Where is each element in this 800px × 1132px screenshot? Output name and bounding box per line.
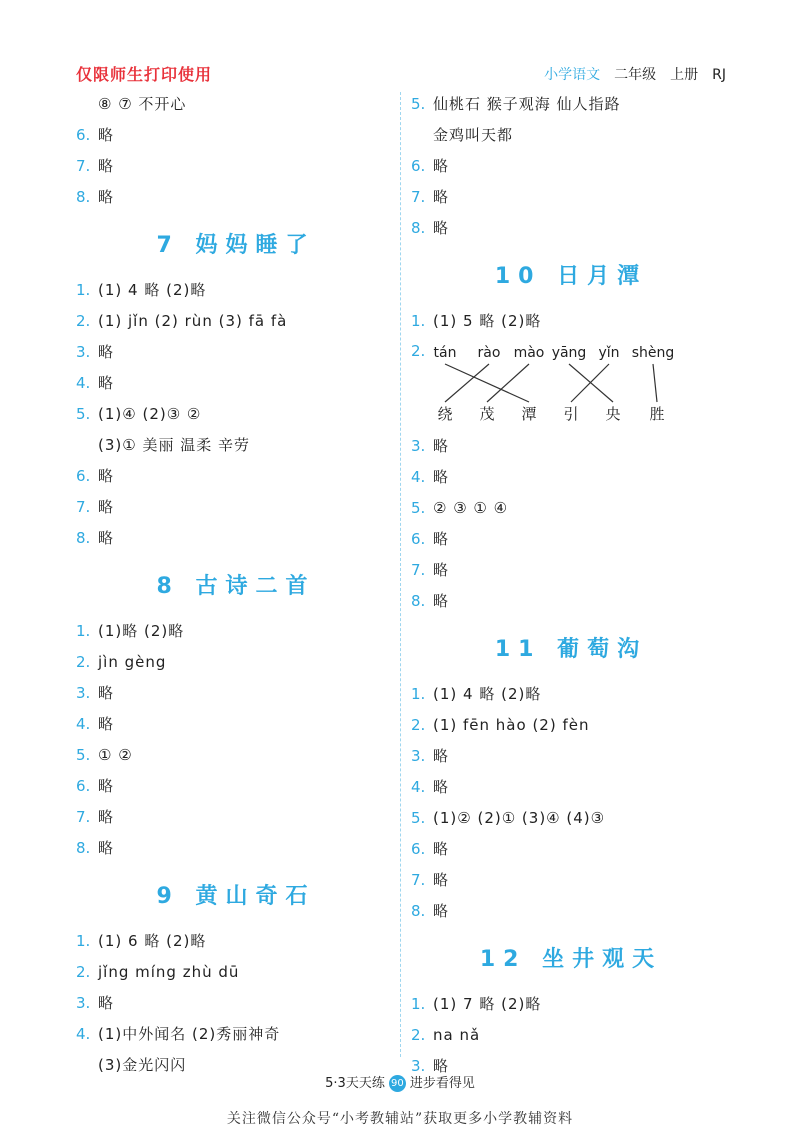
- answer-text: 略: [98, 498, 115, 516]
- page-number: 90: [389, 1075, 406, 1092]
- answer-text: (1) 4 略 (2)略: [98, 281, 207, 299]
- answer-row: [76, 491, 396, 522]
- answer-row: [411, 554, 731, 585]
- column-divider: [400, 92, 401, 1057]
- answer-row: [76, 956, 396, 987]
- answer-row: [411, 119, 731, 150]
- answer-number: 4.: [76, 1024, 91, 1043]
- match-line: [569, 364, 613, 402]
- answer-text: (1)中外闻名 (2)秀丽神奇: [98, 1025, 281, 1043]
- pinyin-option: shèng: [631, 345, 675, 361]
- edition-label: RJ: [712, 67, 726, 83]
- answer-text: 略: [433, 592, 450, 610]
- answer-row: [411, 585, 731, 616]
- answer-text: (1)④ (2)③ ②: [98, 404, 202, 423]
- answer-number: 3.: [411, 436, 426, 455]
- answer-text: (1)② (2)① (3)④ (4)③: [433, 808, 606, 827]
- answer-row: [76, 181, 396, 212]
- answer-text: 略: [433, 1057, 450, 1075]
- character-option: 茂: [479, 405, 495, 423]
- answer-row: [76, 150, 396, 181]
- answer-row: [76, 1018, 396, 1049]
- watermark-text: 关注微信公众号“小考教辅站”获取更多小学教辅资料: [226, 1111, 574, 1127]
- answer-number: 3.: [76, 993, 91, 1012]
- slogan-label: 进步看得见: [409, 1076, 475, 1091]
- answer-text: 金鸡叫天都: [433, 126, 514, 144]
- answer-row: [411, 1019, 731, 1050]
- answer-text: 略: [433, 561, 450, 579]
- answer-row: [76, 832, 396, 863]
- answer-row: [76, 274, 396, 305]
- answer-number: 3.: [411, 1056, 426, 1075]
- answer-group: [411, 305, 731, 336]
- answer-row: [411, 864, 731, 895]
- answer-text: 略: [433, 747, 450, 765]
- answer-number: 1.: [411, 311, 426, 330]
- answer-text: 仙桃石 猴子观海 仙人指路: [433, 95, 621, 113]
- answer-number: 3.: [76, 683, 91, 702]
- character-option: 潭: [521, 405, 537, 423]
- answer-row: [76, 429, 396, 460]
- book-info: [544, 64, 726, 84]
- answer-row: [411, 88, 731, 119]
- answer-row: [411, 212, 731, 243]
- answer-text: (1) 4 略 (2)略: [433, 685, 542, 703]
- match-line: [445, 364, 489, 402]
- answer-text: 略: [98, 808, 115, 826]
- answer-number: 7.: [411, 870, 426, 889]
- answer-row: [411, 678, 731, 709]
- left-column: [76, 88, 396, 1080]
- answer-text: 略: [98, 188, 115, 206]
- answer-text: (3)① 美丽 温柔 辛劳: [98, 436, 250, 454]
- answer-number: 6.: [411, 529, 426, 548]
- answer-text: 略: [433, 157, 450, 175]
- match-line: [653, 364, 657, 402]
- answer-number: 8.: [411, 218, 426, 237]
- answer-number: 5.: [76, 745, 91, 764]
- answer-text: 略: [433, 902, 450, 920]
- answer-row: [76, 398, 396, 429]
- answer-group: [411, 430, 731, 616]
- pinyin-option: mào: [513, 345, 545, 361]
- answer-row: [76, 88, 396, 119]
- answer-row: [411, 492, 731, 523]
- answer-number: 5.: [411, 498, 426, 517]
- answer-group: [76, 925, 396, 1080]
- answer-text: jìn gèng: [98, 652, 167, 671]
- answer-row: [76, 367, 396, 398]
- answer-number: 5.: [76, 404, 91, 423]
- answer-number: 8.: [76, 187, 91, 206]
- answer-text: (1) 6 略 (2)略: [98, 932, 207, 950]
- answer-text: (1) 7 略 (2)略: [433, 995, 542, 1013]
- answer-group: [76, 615, 396, 863]
- term-label: 上册: [670, 67, 699, 83]
- answer-row: [411, 150, 731, 181]
- answer-number: 1.: [411, 684, 426, 703]
- answer-text: 略: [98, 684, 115, 702]
- answer-row: [76, 677, 396, 708]
- answer-row: [411, 988, 731, 1019]
- answer-number: 2.: [411, 1025, 426, 1044]
- answer-group: [76, 274, 396, 553]
- answer-number: 2.: [76, 962, 91, 981]
- answer-number: 4.: [411, 777, 426, 796]
- answer-text: ① ②: [98, 745, 133, 764]
- right-column: [411, 88, 731, 1081]
- answer-text: 略: [433, 437, 450, 455]
- answer-text: na nǎ: [433, 1025, 481, 1044]
- answer-text: 略: [433, 840, 450, 858]
- answer-text: (3)金光闪闪: [98, 1056, 187, 1074]
- answer-text: (1)略 (2)略: [98, 622, 185, 640]
- answer-text: 略: [98, 374, 115, 392]
- answer-text: 略: [98, 126, 115, 144]
- answer-text: 略: [433, 188, 450, 206]
- answer-row: [411, 771, 731, 802]
- answer-number: 4.: [411, 467, 426, 486]
- answer-number: 8.: [411, 591, 426, 610]
- section-title: 12 坐井观天: [479, 946, 663, 972]
- answer-number: 7.: [76, 807, 91, 826]
- character-option: 绕: [437, 405, 453, 423]
- answer-row: [411, 895, 731, 926]
- answer-row: [76, 646, 396, 677]
- answer-text: (1) 5 略 (2)略: [433, 312, 542, 330]
- answer-number: 1.: [76, 621, 91, 640]
- answer-text: 略: [98, 777, 115, 795]
- answer-row: [76, 119, 396, 150]
- page-footer: [0, 1072, 800, 1092]
- character-option: 央: [605, 405, 621, 423]
- answer-text: 略: [433, 219, 450, 237]
- answer-number: 3.: [411, 746, 426, 765]
- answer-group: [411, 678, 731, 926]
- brand-label: 5·3天天练: [325, 1076, 385, 1091]
- answer-row: [411, 430, 731, 461]
- answer-row: [76, 305, 396, 336]
- answer-row: [411, 523, 731, 554]
- answer-number: 7.: [411, 560, 426, 579]
- answer-number: 7.: [76, 497, 91, 516]
- pinyin-character-matching: [411, 336, 711, 430]
- answer-row: [76, 739, 396, 770]
- character-option: 引: [563, 405, 579, 423]
- answer-text: jǐng míng zhù dū: [98, 962, 240, 981]
- answer-number: 5.: [411, 94, 426, 113]
- section-title: 7 妈妈睡了: [156, 232, 316, 258]
- matching-exercise: [411, 336, 731, 430]
- answer-row: [76, 460, 396, 491]
- answer-row: [411, 305, 731, 336]
- answer-row: [76, 708, 396, 739]
- answer-number: 6.: [411, 839, 426, 858]
- answer-number: 1.: [76, 280, 91, 299]
- answer-row: [411, 833, 731, 864]
- answer-number: 6.: [76, 125, 91, 144]
- answer-text: ② ③ ① ④: [433, 498, 509, 517]
- match-line: [445, 364, 529, 402]
- answer-text: (1) fēn hào (2) fèn: [433, 715, 590, 734]
- answer-number: 2.: [76, 311, 91, 330]
- print-restriction-label: 仅限师生打印使用: [76, 65, 213, 84]
- answer-text: 略: [433, 871, 450, 889]
- answer-text: 略: [433, 778, 450, 796]
- section-title: 11 葡萄沟: [494, 636, 648, 662]
- answer-number: 2.: [411, 715, 426, 734]
- pinyin-option: yāng: [551, 345, 587, 361]
- subject-label: 小学语文: [544, 67, 601, 83]
- answer-row: [411, 709, 731, 740]
- section-title: 8 古诗二首: [156, 573, 316, 599]
- answer-text: 略: [98, 994, 115, 1012]
- grade-label: 二年级: [614, 67, 657, 83]
- answer-group: [76, 88, 396, 212]
- section-title: 10 日月潭: [494, 263, 648, 289]
- answer-number: 2.: [76, 652, 91, 671]
- section-title: 9 黄山奇石: [156, 883, 316, 909]
- answer-text: 略: [98, 839, 115, 857]
- answer-row: [411, 802, 731, 833]
- answer-group: [411, 988, 731, 1081]
- answer-text: (1) jǐn (2) rùn (3) fā fà: [98, 311, 288, 330]
- answer-text: 略: [433, 530, 450, 548]
- answer-number: 6.: [76, 776, 91, 795]
- match-line: [487, 364, 529, 402]
- answer-text: 略: [98, 529, 115, 547]
- answer-number: 5.: [411, 808, 426, 827]
- pinyin-option: rào: [477, 345, 501, 361]
- answer-number: 8.: [76, 528, 91, 547]
- answer-text: 略: [98, 343, 115, 361]
- answer-row: [76, 925, 396, 956]
- answer-group: [411, 88, 731, 243]
- answer-number: 6.: [76, 466, 91, 485]
- answer-row: [411, 461, 731, 492]
- answer-row: [411, 740, 731, 771]
- answer-text: 略: [98, 467, 115, 485]
- answer-row: [76, 801, 396, 832]
- answer-number: 1.: [411, 994, 426, 1013]
- answer-number: 4.: [76, 714, 91, 733]
- character-option: 胜: [649, 405, 665, 423]
- pinyin-option: tán: [433, 345, 457, 361]
- answer-text: 略: [98, 157, 115, 175]
- answer-number: 4.: [76, 373, 91, 392]
- answer-number: 1.: [76, 931, 91, 950]
- answer-number: 7.: [411, 187, 426, 206]
- answer-number: 2.: [411, 342, 426, 360]
- match-line: [571, 364, 609, 402]
- answer-number: 8.: [411, 901, 426, 920]
- answer-row: [76, 522, 396, 553]
- answer-row: [76, 336, 396, 367]
- answer-number: 6.: [411, 156, 426, 175]
- answer-row: [76, 770, 396, 801]
- answer-number: 7.: [76, 156, 91, 175]
- answer-row: [76, 615, 396, 646]
- answer-number: 8.: [76, 838, 91, 857]
- answer-text: 略: [98, 715, 115, 733]
- answer-text: 略: [433, 468, 450, 486]
- answer-row: [76, 987, 396, 1018]
- answer-text: ⑧ ⑦ 不开心: [98, 95, 187, 113]
- answer-row: [411, 181, 731, 212]
- answer-number: 3.: [76, 342, 91, 361]
- pinyin-option: yǐn: [598, 345, 620, 361]
